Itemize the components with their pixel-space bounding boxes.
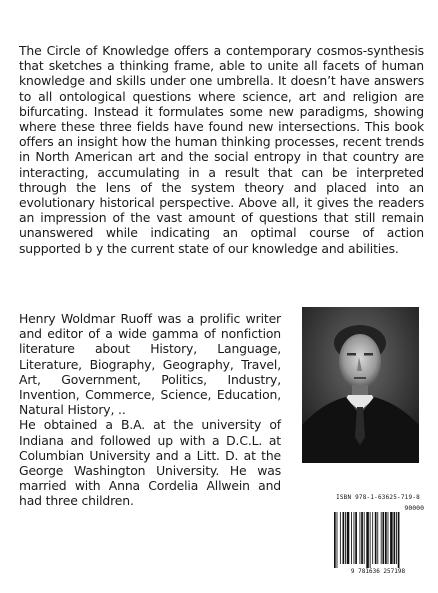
barcode-bar (381, 512, 382, 564)
barcode-bar (382, 512, 384, 564)
barcode-bar (351, 512, 352, 564)
barcode-bar (337, 512, 338, 568)
barcode-bar (345, 512, 346, 564)
barcode-bar (388, 512, 389, 564)
barcode-bar (375, 512, 377, 564)
barcode-bar (394, 512, 396, 564)
author-bio-paragraph-1: Henry Woldmar Ruoff was a prolific writer and editor of a wide gamma of nonfiction literature about History, Language, Literature, Biography, Geography, Travel, Art, Government, Politics, Industry, Invention, Commerce, Science, Education, Natural History, .. (19, 311, 281, 418)
barcode-bar (366, 512, 369, 568)
barcode-bar (361, 512, 363, 564)
barcode-bar (364, 512, 365, 564)
barcode-bar (372, 512, 373, 564)
barcode-bar (360, 512, 361, 564)
barcode-price-code: 90000 (404, 504, 424, 512)
barcode-bar (334, 512, 336, 568)
barcode-bar (396, 512, 397, 564)
author-biography (19, 311, 281, 509)
barcode-bar (377, 512, 378, 564)
barcode-bar (343, 512, 345, 564)
barcode-bar (398, 512, 400, 568)
barcode-bar (354, 512, 355, 564)
author-portrait-photo (302, 307, 419, 463)
isbn-barcode (330, 494, 426, 578)
barcode-bar (355, 512, 357, 564)
barcode-bar (347, 512, 350, 564)
barcode-bar (340, 512, 341, 564)
isbn-number: ISBN 978-1-63625-719-8 (336, 494, 420, 501)
book-description: The Circle of Knowledge offers a contemporary cosmos-synthesis that sketches a thinking frame, able to unite all facets of human knowledge and skills under one umbrella. It doesn’t have answers to all ontological questions where science, art and religion are bifurcating. Instead it formulates some new paradigms, showing where these three fields have found new intersections. This book offers an insight how the human thinking processes, recent trends in North American art and the social entropy in that country are interacting, accumulating in a result that can be interpreted through the lens of the system theory and placed into an evolutionary historical perspective. Above all, it gives the readers an impression of the vast amount of questions that still remain unanswered while indicating an optimal course of action supported b y the current state of our knowledge and abilities. (19, 43, 424, 256)
barcode-bar (390, 512, 393, 564)
barcode-bar (385, 512, 387, 564)
author-bio-paragraph-2: He obtained a B.A. at the university of Indiana and followed up with a D.C.L. at Columbian University and a Litt. D. at the George Washington University. He was married with Anna Cordelia Allwein and had three children. (19, 417, 281, 509)
ean-digits: 9 781636 257198 (350, 568, 406, 575)
barcode-bar (370, 512, 371, 568)
barcode-bars (332, 512, 424, 568)
author-portrait-image (302, 307, 419, 463)
